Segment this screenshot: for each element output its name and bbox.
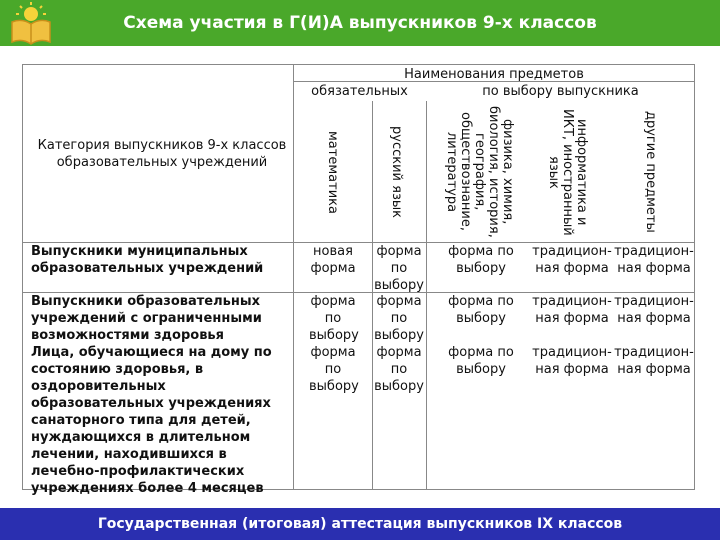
- table-cell: традицион-ная форма: [532, 345, 612, 377]
- grid-line: [293, 65, 294, 490]
- participation-table: [22, 64, 695, 496]
- category-header: Категория выпускников 9-х классов образовательных учреждений: [37, 138, 287, 170]
- group-elective-header: по выбору выпускника: [482, 84, 639, 99]
- table-cell: форма по выбору: [374, 294, 424, 343]
- table-cell: форма по выбору: [309, 294, 359, 343]
- column-header-russian: русский язык: [389, 126, 404, 218]
- group-mandatory-header: обязательных: [311, 84, 408, 99]
- column-header-other: другие предметы: [643, 111, 658, 233]
- column-header-math: математика: [325, 130, 340, 214]
- table-cell: форма по выбору: [374, 244, 424, 293]
- table-cell: форма по выбору: [448, 244, 514, 276]
- table-cell: форма по выбору: [309, 345, 359, 394]
- table-cell: традицион-ная форма: [614, 345, 694, 377]
- table-cell: новая форма: [310, 244, 356, 276]
- column-header-informatics: информатика и ИКТ, иностранный язык: [546, 108, 589, 236]
- footer-title: Государственная (итоговая) аттестация выпускников IX классов: [97, 516, 623, 532]
- table-cell: форма по выбору: [374, 345, 424, 394]
- column-header-sciences: физика, химия, биология, история, география, обществознание, литература: [444, 106, 515, 238]
- row-category: Лица, обучающиеся на дому по состоянию здоровья, в оздоровительных образовательных учреждениях санаторного типа для детей, нуждающихся в длительном лечении, находившихся в лечебно-профилактических учреждениях более 4 месяцев: [31, 345, 272, 496]
- row-category: Выпускники образовательных учреждений с ограниченными возможностями здоровья: [31, 294, 262, 343]
- table-cell: форма по выбору: [448, 294, 514, 326]
- subjects-header: Наименования предметов: [404, 67, 584, 82]
- page-title: Схема участия в Г(И)А выпускников 9-х классов: [123, 13, 597, 33]
- table-cell: форма по выбору: [448, 345, 514, 377]
- table-cell: традицион-ная форма: [532, 244, 612, 276]
- table-cell: традицион-ная форма: [614, 294, 694, 326]
- table-cell: традицион-ная форма: [614, 244, 694, 276]
- row-category: Выпускники муниципальных образовательных учреждений: [31, 244, 264, 276]
- table-cell: традицион-ная форма: [532, 294, 612, 326]
